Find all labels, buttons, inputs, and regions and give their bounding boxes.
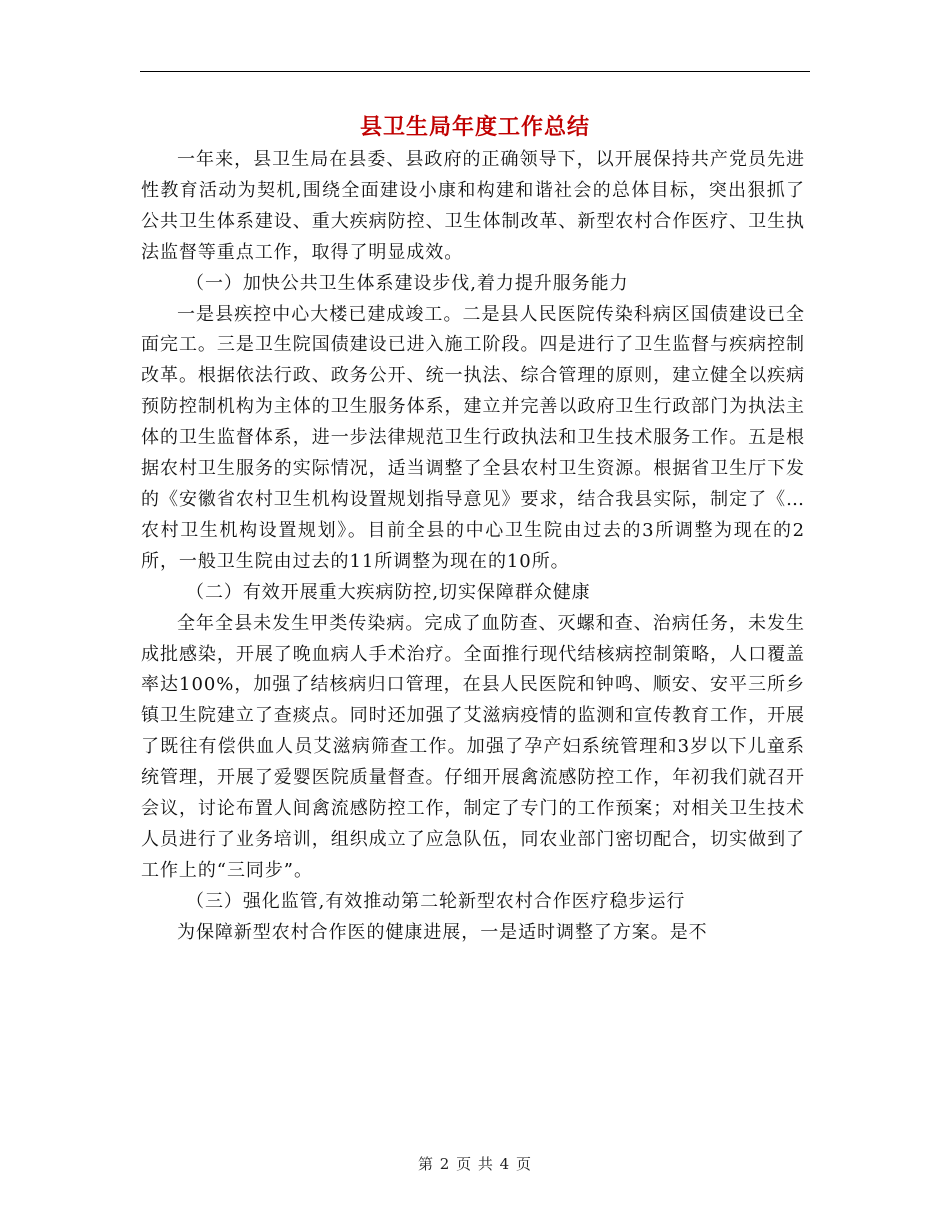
document-body xyxy=(141,145,805,949)
section-2-paragraph: 全年全县未发生甲类传染病。完成了血防查、灭螺和查、治病任务，未发生成批感染，开展了晚血病人手术治疗。全面推行现代结核病控制策略，人口覆盖率达100%，加强了结核病归口管理，在县人民医院和钟鸣、顺安、安平三所乡镇卫生院建立了查痰点。同时还加强了艾滋病疫情的监测和宣传教育工作，开展了既往有偿供血人员艾滋病筛查工作。加强了孕产妇系统管理和3岁以下儿童系统管理，开展了爱婴医院质量督查。仔细开展禽流感防控工作，年初我们就召开会议，讨论布置人间禽流感防控工作，制定了专门的工作预案；对相关卫生技术人员进行了业务培训，组织成立了应急队伍，同农业部门密切配合，切实做到了工作上的“三同步”。 xyxy=(141,612,805,881)
section-heading-1: （一）加快公共卫生体系建设步伐,着力提升服务能力 xyxy=(186,272,629,294)
section-heading-2: （二）有效开展重大疾病防控,切实保障群众健康 xyxy=(186,581,591,603)
header-rule xyxy=(140,71,810,72)
section-3-paragraph: 为保障新型农村合作医的健康进展，一是适时调整了方案。是不 xyxy=(177,921,708,943)
section-1-paragraph: 一是县疾控中心大楼已建成竣工。二是县人民医院传染科病区国债建设已全面完工。三是卫生院国债建设已进入施工阶段。四是进行了卫生监督与疾病控制改革。根据依法行政、政务公开、统一执法、综合管理的原则，建立健全以疾病预防控制机构为主体的卫生服务体系，建立并完善以政府卫生行政部门为执法主体的卫生监督体系，进一步法律规范卫生行政执法和卫生技术服务工作。五是根据农村卫生服务的实际情况，适当调整了全县农村卫生资源。根据省卫生厅下发的《安徽省农村卫生机构设置规划指导意见》要求，结合我县实际，制定了《…农村卫生机构设置规划》。目前全县的中心卫生院由过去的3所调整为现在的2所，一般卫生院由过去的11所调整为现在的10所。 xyxy=(141,303,805,572)
document-title: 县卫生局年度工作总结 xyxy=(359,114,590,140)
section-heading-3: （三）强化监管,有效推动第二轮新型农村合作医疗稳步运行 xyxy=(186,890,686,912)
page-number-footer: 第 2 页 共 4 页 xyxy=(418,1155,532,1173)
intro-paragraph: 一年来，县卫生局在县委、县政府的正确领导下，以开展保持共产党员先进性教育活动为契机,围绕全面建设小康和构建和谐社会的总体目标，突出狠抓了公共卫生体系建设、重大疾病防控、卫生体制改革、新型农村合作医疗、卫生执法监督等重点工作，取得了明显成效。 xyxy=(141,149,805,263)
